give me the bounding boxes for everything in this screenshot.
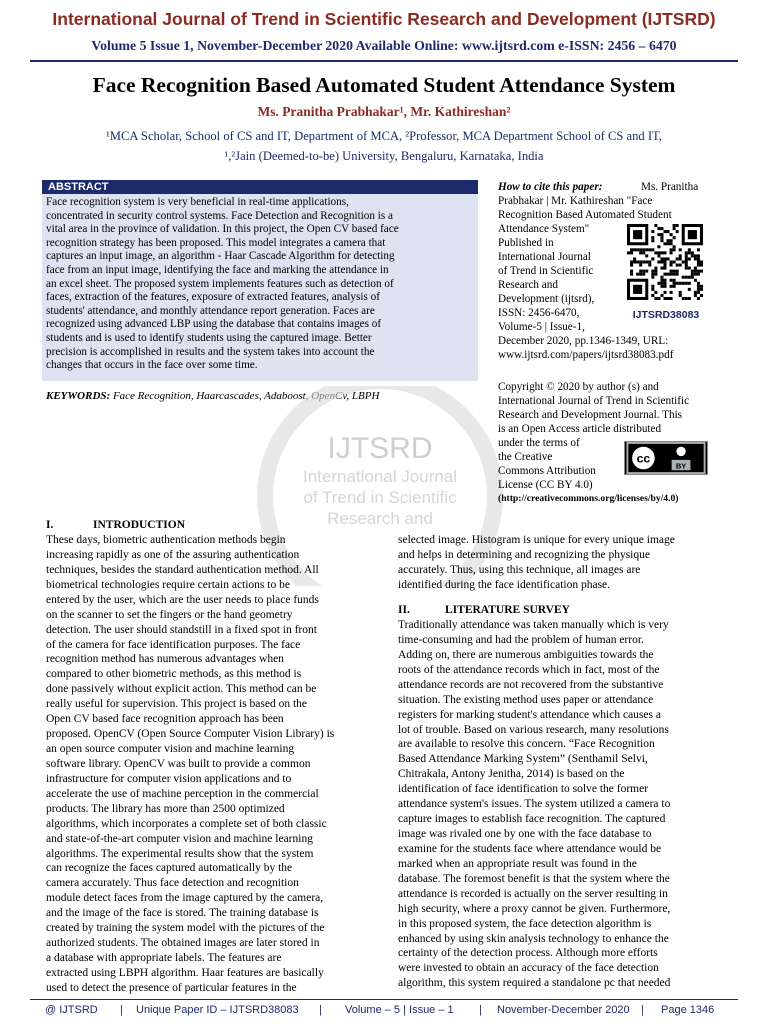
body-line: Open CV based face recognition approach has been [46, 713, 284, 726]
body-line: capture images to establish face recognition. The captured [398, 813, 666, 826]
body-line: of the camera for face identification purposes. The face [46, 638, 301, 651]
abstract-line: faces, extraction of the features, exposure of extracted features, analysis of [46, 291, 380, 304]
authors: Ms. Pranitha Prabhakar¹, Mr. Kathireshan² [257, 104, 511, 119]
body-line: examine for the students face where attendance would be [398, 842, 662, 855]
body-line: infrastructure for computer vision applications and to [46, 772, 292, 785]
body-line: on the scanner to set the fingers or the hand geometry [46, 608, 293, 621]
abstract-line: an excel sheet. The proposed system implements features such as detection of [46, 277, 394, 290]
body-line: a database with appropriate labels. The features are [46, 952, 282, 965]
body-line: software library. OpenCV was built to provide a common [46, 757, 311, 770]
body-line: authorized students. The obtained images are later stored in [46, 937, 320, 950]
citation-line: Research and [498, 279, 558, 291]
copyright-line: International Journal of Trend in Scientific [498, 395, 690, 407]
keywords-label: KEYWORDS: [46, 390, 111, 402]
body-line: Chitrakala, Antony Jenitha, 2014) is based on the [398, 768, 625, 781]
citation-line: Development (ijtsrd), [498, 293, 595, 305]
footer-paper-id: Unique Paper ID – IJTSRD38083 [136, 1004, 299, 1016]
body-line: created by training the system model with the pictures of the [46, 922, 325, 935]
body-line: increasing rapidly as one of the assuring authentication [46, 548, 300, 561]
copyright-line: Research and Development Journal. This [498, 409, 683, 421]
body-line: products. The library has more than 2500 optimized [46, 802, 285, 815]
body-line: enhanced by using skin analysis technology to enhance the [398, 932, 669, 945]
body-line: recognition method has numerous advantages when [46, 653, 284, 666]
journal-subtitle: Volume 5 Issue 1, November-December 2020 Available Online: www.ijtsrd.com e-ISSN: 2456 – 6470 [91, 38, 677, 53]
body-line: These days, biometric authentication methods begin [46, 534, 286, 546]
body-line: compared to other biometric methods, as this method is [46, 668, 302, 681]
watermark-main: IJTSRD [327, 432, 433, 465]
header-rule [30, 60, 738, 62]
abstract-line: recognized using advanced LBP using the database that contains images of [46, 318, 382, 331]
body-line: marked when an appropriate result was found in the [398, 857, 637, 870]
body-line: identified during the face identification phase. [398, 578, 611, 591]
copyright-line: the Creative [498, 451, 553, 463]
abstract-line: changes that occurs in the face over some time. [46, 359, 258, 372]
abstract-line: Face recognition system is very beneficial in real-time applications, [46, 196, 349, 208]
body-line: done passively without explicit action. This method can be [46, 683, 317, 696]
abstract-line: recognition strategy has been proposed. This model integrates a camera that [46, 236, 386, 249]
body-line: are available to resolve this concern. “Face Recognition [398, 738, 655, 751]
body-line: in this proposed system, the face detection algorithm is [398, 917, 652, 930]
affiliation-line: ¹,²Jain (Deemed-to-be) University, Bengaluru, Karnataka, India [224, 149, 544, 163]
creative-commons-badge-icon [624, 441, 708, 475]
body-line: image was rivaled one by one with the face database to [398, 828, 652, 841]
body-line: really useful for supervision. This project is based on the [46, 698, 308, 711]
body-line: module detect faces from the image captured by the camera, [46, 892, 324, 905]
body-line: Based Attendance Marking System” (Senthamil Selvi, [398, 753, 648, 766]
footer-volume: Volume – 5 | Issue – 1 [345, 1004, 454, 1016]
body-line: time-consuming and had the problem of human error. [398, 633, 644, 646]
body-line: and the image of the face is stored. The training database is [46, 907, 319, 920]
affiliation-line: ¹MCA Scholar, School of CS and IT, Department of MCA, ²Professor, MCA Department School of CS and IT, [106, 129, 662, 143]
body-line: were invested to obtain an accuracy of the face detection [398, 962, 659, 975]
copyright-line: under the terms of [498, 437, 580, 449]
body-line: registers for marking student's attendance which causes a [398, 708, 661, 721]
body-line: and helps in determining and recognizing the physique [398, 548, 650, 561]
body-line: algorithm, this system required a standalone pc that needed [398, 977, 671, 990]
body-line: can recognize the faces captured automatically by the [46, 862, 293, 875]
body-line: camera accurately. Thus face detection and recognition [46, 877, 299, 890]
body-line: and state-of-the-art computer vision and machine learning [46, 832, 313, 845]
body-line: roots of the attendance records which in fact, most of the [398, 663, 660, 676]
body-line: accelerate the use of machine perception in the commercial [46, 787, 319, 800]
abstract-line: concentrated in security control systems. Face Detection and Recognition is a [46, 209, 394, 222]
body-line: attendance is recorded is actually on the server resulting in [398, 887, 668, 900]
body-line: lot of trouble. Based on various research, many resolutions [398, 723, 669, 736]
copyright-line: Copyright © 2020 by author (s) and [498, 381, 659, 393]
body-line: an open source computer vision and machine learning [46, 743, 295, 756]
citation-line: Ms. Pranitha [641, 181, 699, 193]
citation-line: Volume-5 | Issue-1, [498, 321, 585, 333]
body-line: entered by the user, which are the user needs to place funds [46, 593, 319, 606]
body-line: techniques, besides the standard authentication method. All [46, 563, 319, 576]
watermark-sub: International Journal [302, 467, 458, 486]
journal-title: International Journal of Trend in Scientific Research and Development (IJTSRD) [52, 9, 716, 29]
by-text: BY [675, 461, 687, 471]
section-heading: LITERATURE SURVEY [445, 604, 570, 616]
citation-line: Attendance System" [498, 223, 590, 235]
body-line: selected image. Histogram is unique for every unique image [398, 534, 675, 546]
body-line: situation. The existing method uses paper or attendance [398, 693, 654, 706]
watermark-sub: of Trend in Scientific [303, 488, 457, 507]
cc-text: cc [636, 451, 651, 466]
qr-caption: IJTSRD38083 [632, 309, 700, 321]
body-line: database. The foremost benefit is that the system where the [398, 872, 670, 885]
citation-line: Prabhakar | Mr. Kathireshan "Face [498, 195, 653, 207]
citation-line: International Journal [498, 251, 591, 263]
citation-line: of Trend in Scientific [498, 265, 594, 277]
watermark-sub: Research and [327, 509, 433, 528]
body-line: attendance system's issues. The system utilized a camera to [398, 798, 671, 811]
qr-code-image [627, 224, 703, 300]
citation-line: ISSN: 2456-6470, [498, 307, 580, 319]
abstract-heading: ABSTRACT [42, 180, 478, 194]
citation-line: Recognition Based Automated Student [498, 209, 672, 221]
body-line: algorithms. The experimental results show that the system [46, 847, 314, 860]
body-line: attendance records are not recovered from the substantive [398, 678, 664, 691]
section-number: I. [46, 519, 54, 531]
body-line: Traditionally attendance was taken manually which is very [398, 619, 669, 631]
body-line: biometrical technologies require certain actions to be [46, 578, 290, 591]
body-line: algorithms, which incorporates a complete set of both classic [46, 817, 327, 830]
footer-brand: @ IJTSRD [45, 1004, 98, 1016]
body-line: detection. The user should standstill in a fixed spot in front [46, 623, 317, 636]
body-line: proposed. OpenCV (Open Source Computer Vision Library) is [46, 728, 335, 741]
body-line: extracted using LBPH algorithm. Haar features are basically [46, 966, 324, 979]
abstract-line: face from an input image, identifying the face and marking the attendance in [46, 264, 389, 276]
copyright-line: License (CC BY 4.0) [498, 479, 593, 491]
citation-label: How to cite this paper: [498, 181, 603, 193]
copyright-line: is an Open Access article distributed [498, 423, 662, 435]
body-line: identification of face identification to solve the former [398, 783, 649, 796]
section-number: II. [398, 604, 410, 616]
copyright-line: Commons Attribution [498, 465, 596, 477]
citation-line: December 2020, pp.1346-1349, URL: [498, 335, 669, 347]
footer-date: November-December 2020 [497, 1004, 630, 1016]
body-line: Adding on, there are numerous ambiguities towards the [398, 648, 654, 661]
body-line: accurately. Thus, using this technique, all images are [398, 563, 641, 576]
abstract-box [42, 180, 478, 381]
license-url: (http://creativecommons.org/licenses/by/4.0) [498, 493, 679, 504]
abstract-line: students' attendance, and monthly attendance report generation. Faces are [46, 304, 375, 317]
paper-title: Face Recognition Based Automated Student Attendance System [92, 73, 676, 97]
footer-rule [30, 999, 738, 1000]
body-line: high security, where a proxy cannot be given. Furthermore, [398, 902, 671, 915]
section-heading: INTRODUCTION [93, 519, 186, 531]
abstract-line: students and is used to identify students using the captured image. Better [46, 332, 372, 344]
abstract-line: captures an input image, an algorithm - Haar Cascade Algorithm for detecting [46, 250, 395, 263]
abstract-line: vital area in the province of validation. In this project, the Open CV based face [46, 223, 399, 236]
body-line: used to detect the presence of particular features in the [46, 981, 297, 994]
abstract-line: precision is accomplished in results and the system takes into account the [46, 345, 375, 358]
footer-page: Page 1346 [661, 1004, 715, 1016]
citation-line: Published in [498, 237, 554, 249]
citation-line: www.ijtsrd.com/papers/ijtsrd38083.pdf [498, 349, 674, 361]
body-line: certainty of the detection process. Although more efforts [398, 947, 658, 960]
keywords-text: Face Recognition, Haarcascades, Adaboost, OpenCv, LBPH [110, 390, 380, 402]
